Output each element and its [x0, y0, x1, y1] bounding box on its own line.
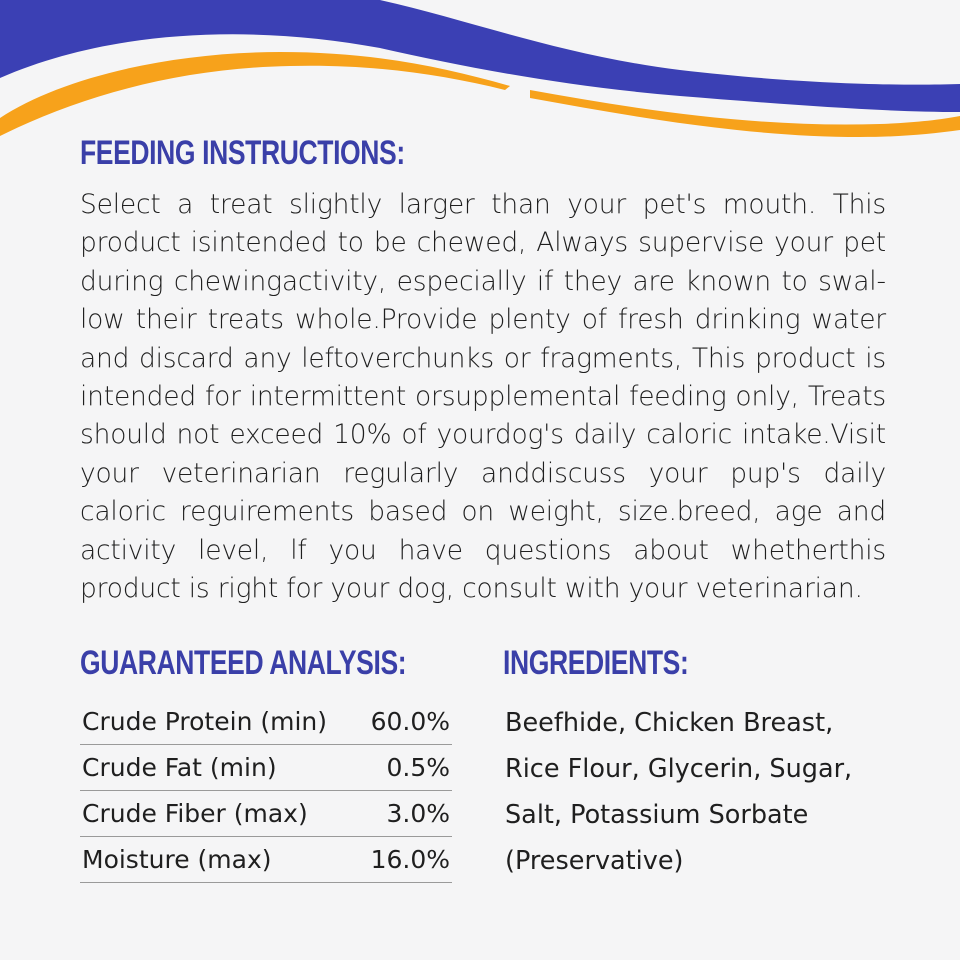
table-row: [80, 699, 452, 745]
analysis-label: Moisture (max): [80, 837, 359, 883]
table-row: [80, 791, 452, 837]
ingredients-heading: INGREDIENTS:: [503, 644, 689, 682]
guaranteed-analysis-table: [80, 699, 452, 883]
analysis-value: 16.0%: [359, 837, 452, 883]
guaranteed-analysis-heading: GUARANTEED ANALYSIS:: [80, 644, 407, 682]
ingredients-list: Beefhide, Chicken Breast, Rice Flour, Glycerin, Sugar, Salt, Potassium Sorbate (Preservative): [505, 708, 853, 876]
analysis-label: Crude Fiber (max): [80, 791, 359, 837]
table-row: [80, 745, 452, 791]
analysis-label: Crude Protein (min): [80, 699, 359, 745]
analysis-label: Crude Fat (min): [80, 745, 359, 791]
analysis-value: 60.0%: [359, 699, 452, 745]
table-row: [80, 837, 452, 883]
feeding-instructions-text: Select a treat slightly larger than your pet's mouth. This product isintended to be chewed, Always supervise your pet during chewingactivity, especially if they are known to swallow their treats whole.Provide plenty of fresh drinking water and discard any leftoverchunks or fragments, This product is intended for intermittent orsupplemental feeding only, Treats should not exceed 10% of yourdog's daily caloric intake.Visit your veterinarian regularly anddiscuss your pup's daily caloric reguirements based on weight, size.breed, age and activity level, lf you have questions about whetherthis product is right for your dog, consult with your veterinarian.: [80, 189, 886, 605]
blue-wave: [0, 0, 960, 112]
analysis-value: 3.0%: [359, 791, 452, 837]
orange-wave: [0, 52, 510, 136]
analysis-value: 0.5%: [359, 745, 452, 791]
decorative-wave-banner: [0, 0, 960, 140]
feeding-instructions-heading: FEEDING INSTRUCTIONS:: [80, 134, 405, 172]
